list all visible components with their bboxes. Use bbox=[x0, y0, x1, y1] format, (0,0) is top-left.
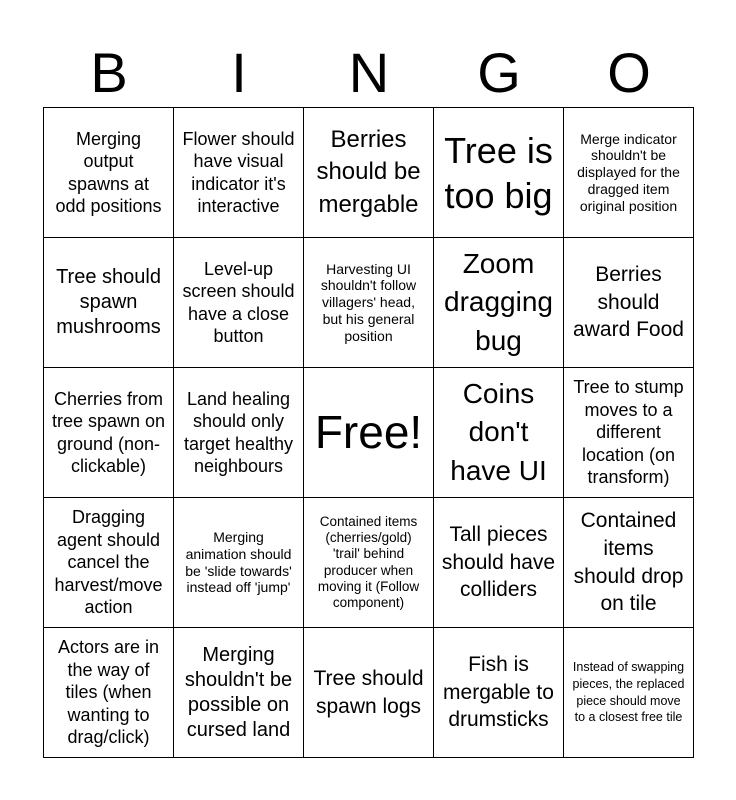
bingo-cell-r2-c5[interactable]: Berries should award Food bbox=[564, 238, 694, 368]
bingo-cell-r2-c2[interactable]: Level-up screen should have a close button bbox=[174, 238, 304, 368]
bingo-header bbox=[44, 38, 694, 108]
header-letter-g: G bbox=[477, 41, 521, 104]
bingo-cell-r4-c3[interactable]: Contained items (cherries/gold) 'trail' behind producer when moving it (Follow component) bbox=[304, 498, 434, 628]
bingo-cell-r1-c5[interactable]: Merge indicator shouldn't be displayed for the dragged item original position bbox=[564, 108, 694, 238]
bingo-cell-r1-c2[interactable]: Flower should have visual indicator it's interactive bbox=[174, 108, 304, 238]
bingo-cell-r4-c5[interactable]: Contained items should drop on tile bbox=[564, 498, 694, 628]
bingo-cell-r3-c2[interactable]: Land healing should only target healthy neighbours bbox=[174, 368, 304, 498]
bingo-cell-r3-c5[interactable]: Tree to stump moves to a different location (on transform) bbox=[564, 368, 694, 498]
bingo-cell-r1-c3[interactable]: Berries should be mergable bbox=[304, 108, 434, 238]
header-letter-b: B bbox=[90, 41, 128, 104]
bingo-cell-r5-c5[interactable]: Instead of swapping pieces, the replaced piece should move to a closest free tile bbox=[564, 628, 694, 758]
bingo-cell-r3-c4[interactable]: Coins don't have UI bbox=[434, 368, 564, 498]
bingo-cell-r5-c2[interactable]: Merging shouldn't be possible on cursed land bbox=[174, 628, 304, 758]
bingo-cell-r5-c3[interactable]: Tree should spawn logs bbox=[304, 628, 434, 758]
bingo-cell-r4-c4[interactable]: Tall pieces should have colliders bbox=[434, 498, 564, 628]
header-letter-o: O bbox=[607, 41, 651, 104]
bingo-cell-r3-c1[interactable]: Cherries from tree spawn on ground (non-clickable) bbox=[44, 368, 174, 498]
header-letter-n: N bbox=[348, 41, 390, 104]
bingo-cell-r4-c1[interactable]: Dragging agent should cancel the harvest/move action bbox=[44, 498, 174, 628]
bingo-cell-r1-c4[interactable]: Tree is too big bbox=[434, 108, 564, 238]
bingo-cell-r2-c4[interactable]: Zoom dragging bug bbox=[434, 238, 564, 368]
bingo-cell-r5-c4[interactable]: Fish is mergable to drumsticks bbox=[434, 628, 564, 758]
bingo-cell-r4-c2[interactable]: Merging animation should be 'slide towards' instead off 'jump' bbox=[174, 498, 304, 628]
bingo-cell-r2-c1[interactable]: Tree should spawn mushrooms bbox=[44, 238, 174, 368]
bingo-cell-r1-c1[interactable]: Merging output spawns at odd positions bbox=[44, 108, 174, 238]
header-letter-i: I bbox=[231, 41, 247, 104]
bingo-cell-r5-c1[interactable]: Actors are in the way of tiles (when wanting to drag/click) bbox=[44, 628, 174, 758]
bingo-board bbox=[43, 107, 694, 758]
bingo-cell-free-space[interactable]: Free! bbox=[304, 368, 434, 498]
bingo-cell-r2-c3[interactable]: Harvesting UI shouldn't follow villagers' head, but his general position bbox=[304, 238, 434, 368]
